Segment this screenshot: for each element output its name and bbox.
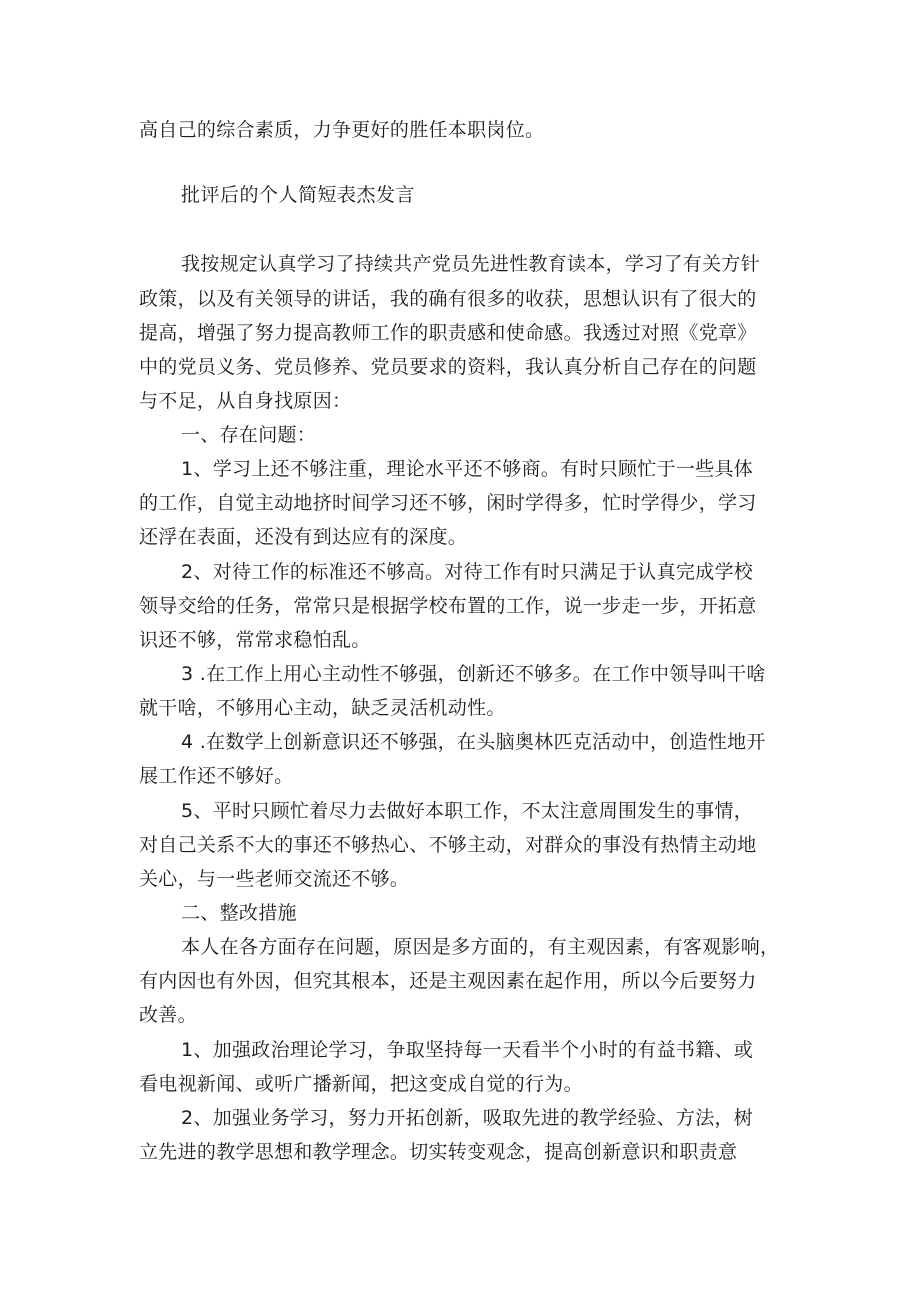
text-line: 2、加强业务学习，努力开拓创新，吸取先进的教学经验、方法，树 — [181, 1107, 754, 1129]
text-line: 领导交给的任务，常常只是根据学校布置的工作，说一步走一步，开拓意 — [139, 595, 757, 617]
text-line: 识还不够，常常求稳怕乱。 — [139, 629, 371, 651]
text-line: 与不足，从自身找原因： — [139, 390, 352, 412]
text-line: 还浮在表面，还没有到达应有的深度。 — [139, 526, 468, 548]
text-line: 提高，增强了努力提高教师工作的职责感和使命感。我透过对照《党章》 — [139, 322, 757, 344]
text-line: 5、平时只顾忙着尽力去做好本职工作，不太注意周围发生的事情， — [181, 800, 754, 822]
text-line: 的工作，自觉主动地挤时间学习还不够，闲时学得多，忙时学得少，学习 — [139, 492, 757, 514]
text-line: 有内因也有外因，但究其根本，还是主观因素在起作用，所以今后要努力 — [139, 970, 757, 992]
text-line: 1、学习上还不够注重，理论水平还不够商。有时只顾忙于一些具体 — [181, 458, 754, 480]
text-line: 改善。 — [139, 1004, 197, 1026]
heading-problems: 一、存在问题： — [181, 424, 317, 446]
text-line: 1、加强政治理论学习，争取坚持每一天看半个小时的有益书籍、或 — [181, 1039, 754, 1061]
text-line: 4 .在数学上创新意识还不够强，在头脑奥林匹克活动中，创造性地开 — [181, 731, 766, 753]
section-title: 批评后的个人简短表杰发言 — [181, 184, 416, 206]
text-line: 关心，与一些老师交流还不够。 — [139, 868, 410, 890]
text-line: 看电视新闻、或听广播新闻，把这变成自觉的行为。 — [139, 1073, 583, 1095]
text-line: 2、对待工作的标准还不够高。对待工作有时只满足于认真完成学校 — [181, 561, 754, 583]
text-line: 3 .在工作上用心主动性不够强，创新还不够多。在工作中领导叫干啥 — [181, 663, 766, 685]
text-line: 展工作还不够好。 — [139, 765, 294, 787]
text-line: 本人在各方面存在问题，原因是多方面的，有主观因素，有客观影响， — [181, 936, 780, 958]
heading-measures: 二、整改措施 — [181, 902, 297, 924]
text-line: 中的党员义务、党员修养、党员要求的资料，我认真分析自己存在的问题 — [139, 356, 757, 378]
text-line: 对自己关系不大的事还不够热心、不够主动，对群众的事没有热情主动地 — [139, 834, 757, 856]
text-line: 我按规定认真学习了持续共产党员先进性教育读本，学习了有关方针 — [181, 253, 761, 275]
text-line: 高自己的综合素质，力争更好的胜任本职岗位。 — [139, 119, 545, 141]
text-line: 就干啥，不够用心主动，缺乏灵活机动性。 — [139, 697, 506, 719]
text-line: 立先进的教学思想和教学理念。切实转变观念，提高创新意识和职责意 — [139, 1141, 738, 1163]
text-line: 政策，以及有关领导的讲话，我的确有很多的收获，思想认识有了很大的 — [139, 288, 757, 310]
